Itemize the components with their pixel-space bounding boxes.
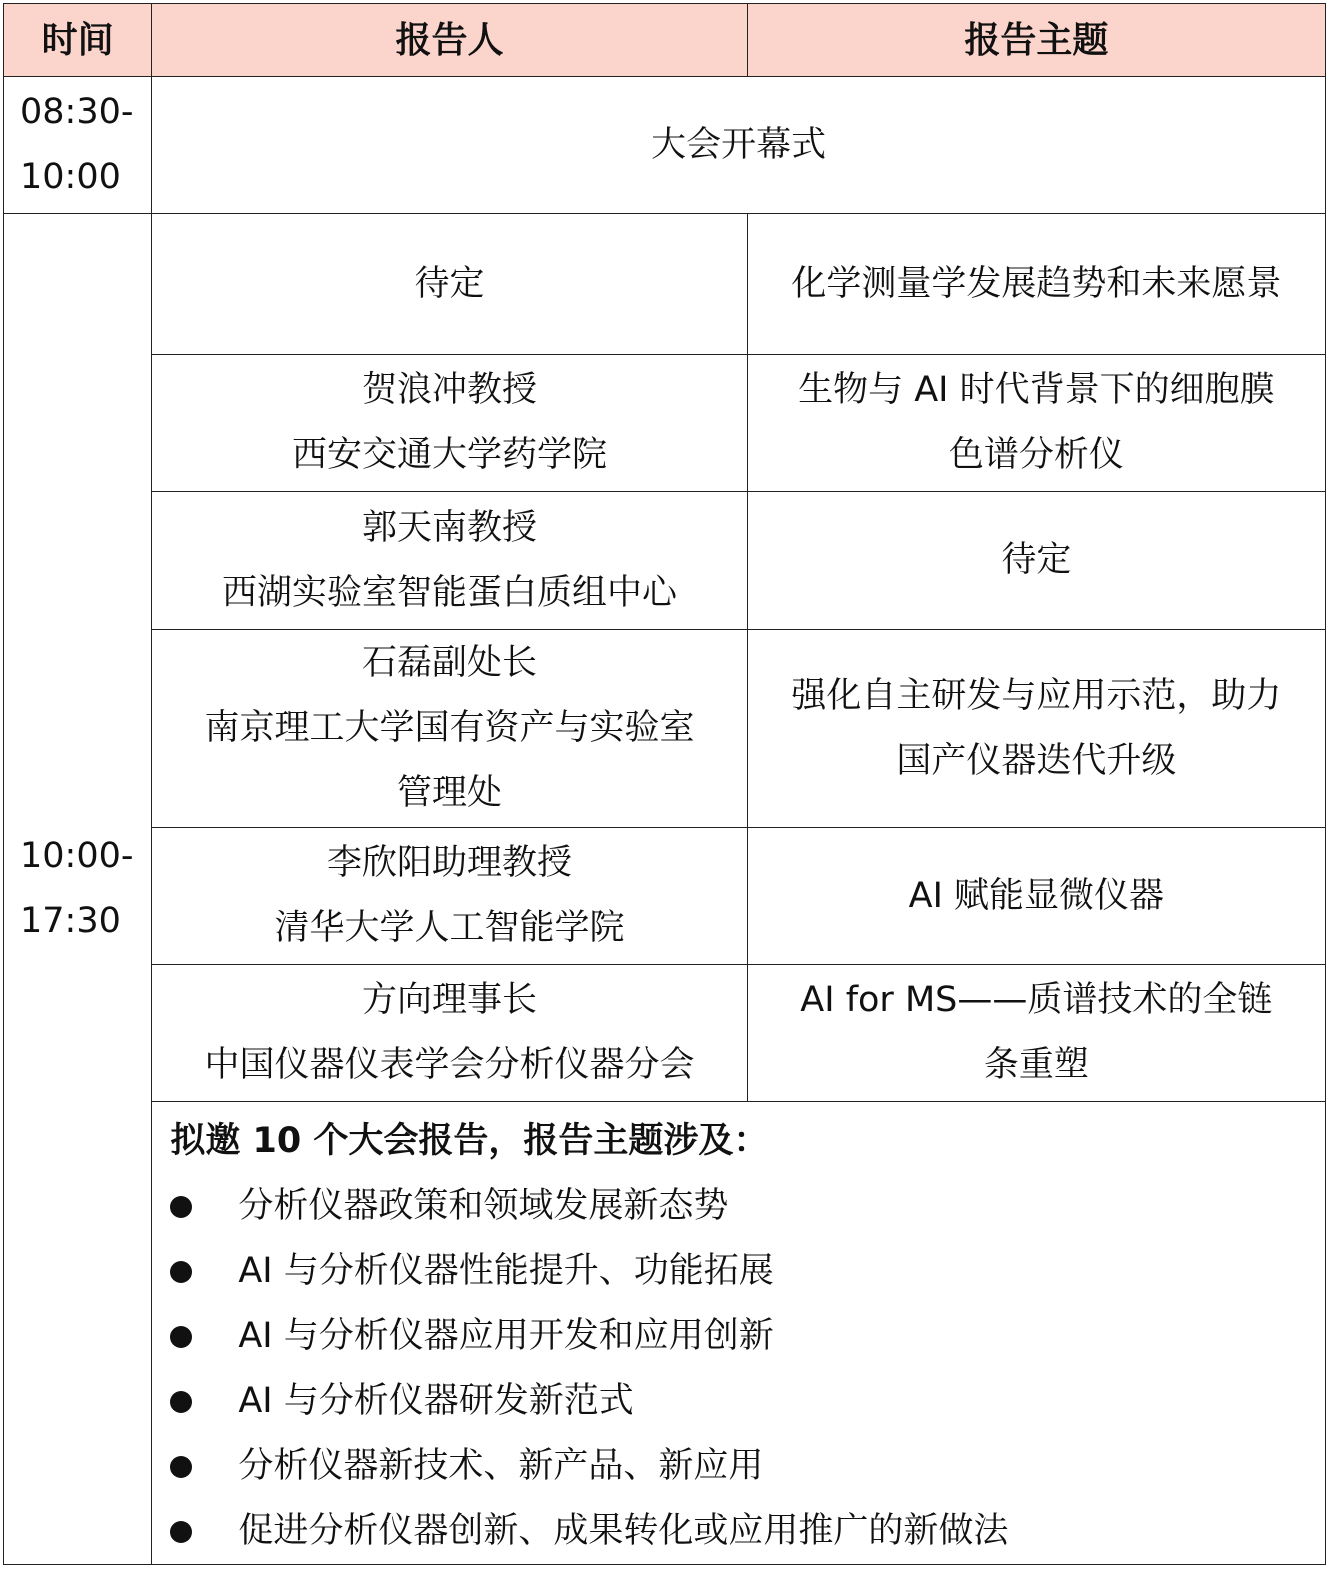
speaker-name: 李欣阳助理教授 [326,843,572,883]
speaker-affiliation: 中国仪器仪表学会分析仪器分会 [204,1045,695,1085]
topic-line: 生物与 AI 时代背景下的细胞膜 [798,370,1275,410]
speaker-name: 石磊副处长 [361,643,537,683]
speaker-affiliation: 西安交通大学药学院 [291,435,607,475]
talk-row [4,355,1326,492]
speaker-line: 待定 [414,263,485,304]
header-time: 时间 [4,4,152,77]
list-item-text: 分析仪器新技术、新产品、新应用 [238,1446,764,1486]
bullet-icon [170,1261,192,1283]
opening-title: 大会开幕式 [152,77,1326,214]
topic-line: AI for MS——质谱技术的全链 [800,980,1273,1020]
header-topic: 报告主题 [747,4,1325,77]
list-item [170,1499,1325,1564]
topic-line: 国产仪器迭代升级 [896,740,1177,781]
opening-time-end: 10:00 [20,157,121,197]
summary-list [170,1174,1325,1564]
talk-row [4,828,1326,965]
list-item-text: 分析仪器政策和领域发展新态势 [238,1186,729,1226]
opening-time-start: 08:30- [20,92,134,132]
opening-row [4,77,1326,214]
topic-line: 化学测量学发展趋势和未来愿景 [791,263,1282,304]
talk-topic [747,214,1325,355]
talk-speaker [152,965,747,1102]
talk-row [4,214,1326,355]
speaker-affiliation: 管理处 [396,773,502,813]
talk-speaker [152,355,747,492]
session-time-start: 10:00- [20,836,134,876]
list-item-text: AI 与分析仪器性能提升、功能拓展 [238,1251,774,1291]
bullet-icon [170,1391,192,1413]
header-row [4,4,1326,77]
topic-line: 待定 [1001,540,1072,580]
schedule-table [3,3,1326,1565]
speaker-affiliation: 南京理工大学国有资产与实验室 [204,708,695,748]
bullet-icon [170,1326,192,1348]
talk-topic [747,355,1325,492]
list-item [170,1239,1325,1304]
talk-topic [747,630,1325,828]
topic-line: 条重塑 [983,1045,1089,1085]
speaker-name: 郭天南教授 [361,507,537,548]
talk-speaker [152,630,747,828]
topic-line: AI 赋能显微仪器 [908,875,1165,916]
talk-speaker [152,492,747,630]
summary-cell [152,1102,1326,1565]
speaker-affiliation: 西湖实验室智能蛋白质组中心 [221,572,677,613]
bullet-icon [170,1456,192,1478]
talk-topic [747,492,1325,630]
header-speaker: 报告人 [152,4,747,77]
session-time-end: 17:30 [20,901,121,941]
list-item [170,1434,1325,1499]
talk-topic [747,965,1325,1102]
speaker-affiliation: 清华大学人工智能学院 [274,908,625,948]
session-time-cell [4,214,152,1565]
talk-topic [747,828,1325,965]
list-item-text: AI 与分析仪器研发新范式 [238,1381,634,1421]
bullet-icon [170,1521,192,1543]
topic-line: 色谱分析仪 [948,435,1124,475]
speaker-name: 贺浪冲教授 [361,370,537,410]
summary-row [4,1102,1326,1565]
list-item [170,1174,1325,1239]
list-item-text: 促进分析仪器创新、成果转化或应用推广的新做法 [238,1511,1009,1551]
talk-row [4,965,1326,1102]
speaker-name: 方向理事长 [361,980,537,1020]
list-item [170,1304,1325,1369]
list-item-text: AI 与分析仪器应用开发和应用创新 [238,1316,774,1356]
topic-line: 强化自主研发与应用示范，助力 [791,675,1282,716]
talk-speaker [152,214,747,355]
bullet-icon [170,1196,192,1218]
opening-time-cell [4,77,152,214]
summary-title: 拟邀 10 个大会报告，报告主题涉及： [170,1121,769,1161]
talk-speaker [152,828,747,965]
talk-row [4,492,1326,630]
talk-row [4,630,1326,828]
list-item [170,1369,1325,1434]
